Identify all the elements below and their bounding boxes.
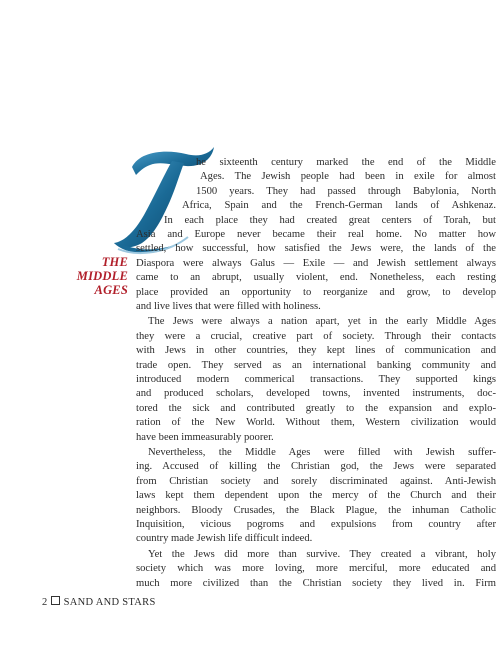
section-heading-line: AGES — [94, 283, 128, 297]
text-line: neighbors. Bloody Crusades, the Black Plague, the inhuman Catholic — [136, 504, 496, 516]
text-line: country made Jewish life difficult indeed. — [136, 533, 313, 545]
text-line: In each place they had created great centers of Torah, but — [164, 214, 496, 226]
section-heading-line: MIDDLE — [76, 269, 128, 283]
text-line: came to an abrupt, usually violent, end. Nonetheless, each resting — [136, 272, 496, 284]
text-line: place provided an opportunity to reorganize and grow, to develop — [136, 286, 496, 298]
text-line: Inquisition, vicious pogroms and expulsions from country after — [136, 519, 496, 530]
text-line: ration of the New World. Without them, Western civilization would — [136, 417, 496, 429]
text-line: Asia and Europe never became their real home. No matter how — [136, 229, 496, 240]
running-title: SAND AND STARS — [63, 597, 156, 608]
text-line: Nevertheless, the Middle Ages were filled with Jewish suffer- — [148, 447, 496, 458]
text-line: laws kept them dependent upon the mercy of the Church and their — [136, 490, 496, 502]
text-line: tored the sick and contributed greatly to the expansion and explo- — [136, 402, 496, 414]
text-line: trade open. They served as an international banking community and — [136, 359, 496, 371]
text-line: and produced scholars, developed towns, invented instruments, doc- — [136, 388, 496, 400]
text-line: society which was more loving, more merciful, more educated and — [136, 563, 496, 575]
text-line: and live lives that were filled with holiness. — [136, 301, 321, 312]
text-line: with Jews in other countries, they kept lines of communication and — [136, 345, 496, 357]
page-footer — [42, 596, 156, 608]
text-line: introduced modern commerical transactions. They supported kings — [136, 374, 496, 385]
text-line: Diaspora were always Galus — Exile — and Jewish settlement always — [136, 257, 496, 269]
text-line: have been immeasurably poorer. — [136, 431, 274, 443]
text-line: from Christian society and sorely discriminated against. Anti-Jewish — [136, 475, 496, 487]
text-line: Yet the Jews did more than survive. They created a vibrant, holy — [148, 548, 496, 560]
page-number: 2 — [42, 597, 48, 608]
text-line: Africa, Spain and the French-German lands of Ashkenaz. — [182, 200, 496, 212]
text-line: he sixteenth century marked the end of the Middle — [196, 157, 496, 168]
section-heading-line: THE — [101, 255, 128, 269]
text-line: The Jews were always a nation apart, yet in the early Middle Ages — [148, 316, 496, 328]
text-line: settled, how successful, how satisfied the Jews were, the lands of the — [136, 243, 496, 255]
text-line: 1500 years. They had passed through Babylonia, North — [196, 185, 496, 197]
text-line: they were a crucial, creative part of society. Through their contacts — [136, 330, 496, 342]
text-line: ing. Accused of killing the Christian god, the Jews were separated — [136, 461, 496, 473]
section-heading — [42, 255, 128, 297]
text-line: much more civilized than the Christian society they lived in. Firm — [136, 577, 496, 589]
text-line: Ages. The Jewish people had been in exile for almost — [200, 171, 496, 183]
square-divider-icon — [51, 596, 60, 605]
